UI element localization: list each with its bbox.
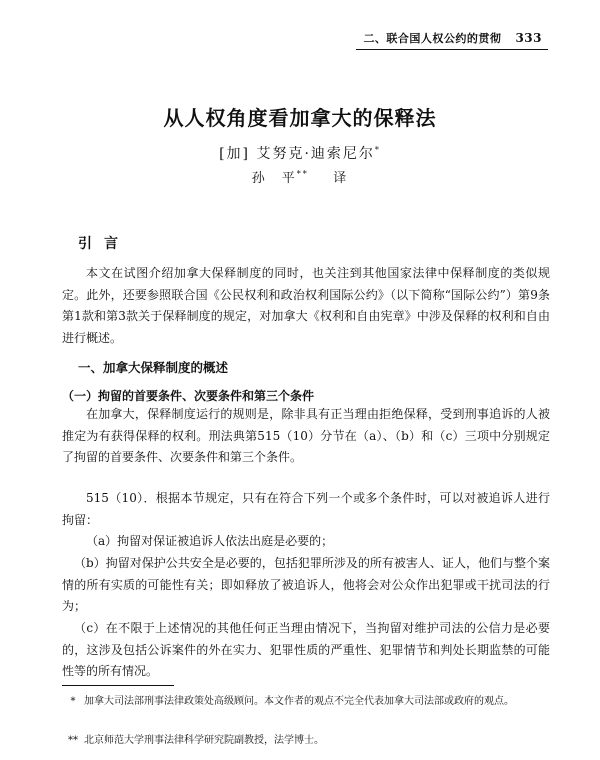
translator-footnote-mark: **: [296, 169, 309, 179]
footnote-rule: [62, 685, 174, 686]
translator-name: 孙 平: [251, 171, 297, 186]
subsection-heading: （一）拘留的首要条件、次要条件和第三个条件: [62, 389, 315, 403]
section-heading: 一、加拿大保释制度的概述: [78, 360, 229, 375]
running-head-section: 二、联合国人权公约的贯彻: [363, 32, 502, 45]
statute-item-a: （a）拘留对保证被追诉人依法出庭是必要的；: [86, 534, 334, 548]
footnote-1-mark: *: [70, 696, 76, 707]
author-line: [0, 143, 600, 163]
author-name: [加] 艾努克·迪索尼尔: [219, 146, 375, 162]
footnote-2-text: 北京师范大学刑事法律科学研究院副教授，法学博士。: [84, 735, 324, 746]
statute-item-b: （b）拘留对保护公共安全是必要的，包括犯罪所涉及的所有被害人、证人，他们与整个案情的所有实质的可能性有关；即如释放了被追诉人，他将会对公众作出犯罪或干扰司法的行为；: [62, 556, 550, 613]
intro-heading: 引言: [78, 236, 130, 252]
statute-item-c: （c）在不限于上述情况的其他任何正当理由情况下，当拘留对维护司法的公信力是必要的，这涉及包括公诉案件的外在实力、犯罪性质的严重性、犯罪情节和判处长期监禁的可能性等的所有情况。: [62, 621, 550, 678]
section-paragraph: 在加拿大，保释制度运行的规则是，除非具有正当理由拒绝保释，受到刑事追诉的人被推定为有获得保释的权利。刑法典第515（10）分节在（a）、（b）和（c）三项中分别规定了拘留的首要条件、次要条件和第三个条件。: [62, 407, 550, 464]
author-footnote-mark: *: [374, 145, 381, 155]
footnote-2-mark: **: [68, 735, 78, 746]
intro-paragraph: 本文在试图介绍加拿大保释制度的同时，也关注到其他国家法律中保释制度的类似规定。此外，还要参照联合国《公民权利和政治权利国际公约》（以下简称“国际公约”）第9条第1款和第3款关于保释制度的规定，对加拿大《权利和自由宪章》中涉及保释的权利和自由进行概述。: [62, 266, 550, 345]
translator-role: 译: [333, 171, 349, 186]
footnote-1: [62, 694, 550, 710]
running-head: [363, 30, 542, 46]
article-title: 从人权角度看加拿大的保释法: [163, 106, 437, 130]
statute-lead: 515（10）．根据本节规定，只有在符合下列一个或多个条件时，可以对被追诉人进行拘留：: [62, 491, 550, 527]
page-number: 333: [515, 31, 542, 45]
footnote-1-text: 加拿大司法部刑事法律政策处高级顾问。本文作者的观点不完全代表加拿大司法部或政府的观点。: [84, 696, 514, 707]
header-rule: [356, 49, 548, 50]
translator-line: [0, 167, 600, 186]
footnote-2: [62, 733, 550, 749]
